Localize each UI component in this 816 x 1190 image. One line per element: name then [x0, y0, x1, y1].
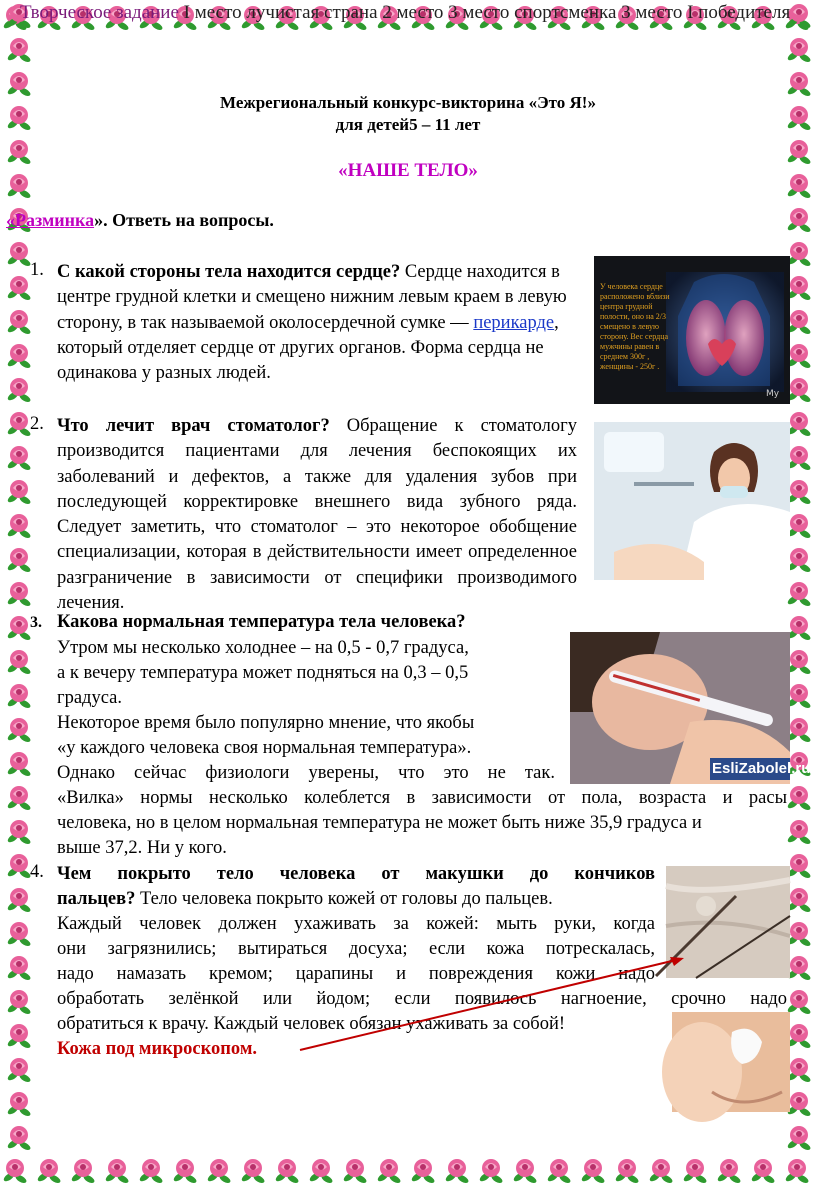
q3-question: Какова нормальная температура тела человека?: [57, 612, 466, 632]
q4-question-line2: пальцев?: [57, 889, 136, 909]
q3-line3: градуса.: [57, 688, 122, 708]
q4-line6: обработать зелёнкой или йодом; если появилось нагноение, срочно надо: [57, 989, 787, 1009]
warmup-rest: ». Ответь на вопросы.: [94, 210, 274, 230]
q4-line2-rest: Тело человека покрыто кожей от головы до пальцев.: [135, 889, 553, 909]
warmup-link[interactable]: Разминка: [15, 210, 95, 230]
contest-title: Межрегиональный конкурс-викторина «Это Я!»: [220, 93, 596, 112]
q4-line7: обратиться к врачу. Каждый человек обязан ухаживать за собой!: [57, 1014, 566, 1034]
header-strip-left: Творческое задание: [20, 2, 179, 23]
header-strip-right: I место лучистая страна 2 место 3 место спортсменка 3 место I победителя: [178, 2, 791, 23]
q2-text: Обращение к стоматологу производится пациентами для лечения беспокоящих их заболеваний и дефектов, а также для удаления зубов при последующей корректировке внешнего вида зубного ряда. Следует заметить, что стоматолог – это некоторое обобщение специализации, которая в действительности имеет определенное разграничение в зависимости от специфики производимого лечения.: [57, 416, 577, 614]
pericardium-link[interactable]: перикарде: [473, 312, 555, 333]
warmup-open-quote: «: [6, 210, 15, 230]
q4-line4: они загрязнились; вытираться досуха; если кожа потрескалась,: [57, 939, 655, 959]
svg-text:My: My: [766, 389, 780, 399]
q1-question: С какой стороны тела находится сердце?: [57, 262, 401, 282]
q4-line5: надо намазать кремом; царапины и повреждения кожи надо: [57, 964, 655, 984]
q4-question-line1: Чем покрыто тело человека от макушки до кончиков: [57, 864, 655, 884]
q3-line2: а к вечеру температура может подняться на 0,3 – 0,5: [57, 663, 469, 683]
q3-number: 3.: [30, 614, 42, 631]
q3-line1: Утром мы несколько холоднее – на 0,5 - 0,7 градуса,: [57, 638, 469, 658]
skin-caption: Кожа под микроскопом.: [57, 1039, 258, 1059]
watermark: EsliZabolel.ru: [712, 760, 811, 777]
q2-number: 2.: [30, 414, 44, 434]
q4-number: 4.: [30, 862, 44, 882]
q1-number: 1.: [30, 260, 44, 280]
q3-line4: Некоторое время было популярно мнение, что якобы: [57, 713, 475, 733]
q3-line6: Однако сейчас физиологи уверены, что это не так.: [57, 763, 555, 783]
q3-line8: человека, но в целом нормальная температура не может быть ниже 35,9 градуса и: [57, 813, 702, 833]
q1-text-b: , который отделяет сердце от других органов. Форма сердца не одинакова у разных людей.: [57, 312, 559, 384]
q3-line9: выше 37,2. Ни у кого.: [57, 838, 227, 858]
q3-line7: «Вилка» нормы несколько колеблется в зависимости от пола, возраста и расы: [57, 788, 787, 808]
q1-text-a: Сердце находится в центре грудной клетки и смещено нижним левым краем в левую сторону, в так называемой околосердечной сумке —: [57, 262, 567, 333]
topic-heading: «НАШЕ ТЕЛО»: [338, 160, 478, 181]
age-subtitle: для детей5 – 11 лет: [335, 115, 481, 134]
q3-line5: «у каждого человека своя нормальная температура».: [57, 738, 472, 758]
q2-question: Что лечит врач стоматолог?: [57, 416, 330, 436]
q4-line3: Каждый человек должен ухаживать за кожей: мыть руки, когда: [57, 914, 655, 934]
heart-image-caption: У человека сердце расположено вблизи центра грудной полости, оно на 2/3 смещено в левую сторону. Вес сердца мужчины равен в среднем 300г , женщины - 250г .: [600, 282, 670, 371]
